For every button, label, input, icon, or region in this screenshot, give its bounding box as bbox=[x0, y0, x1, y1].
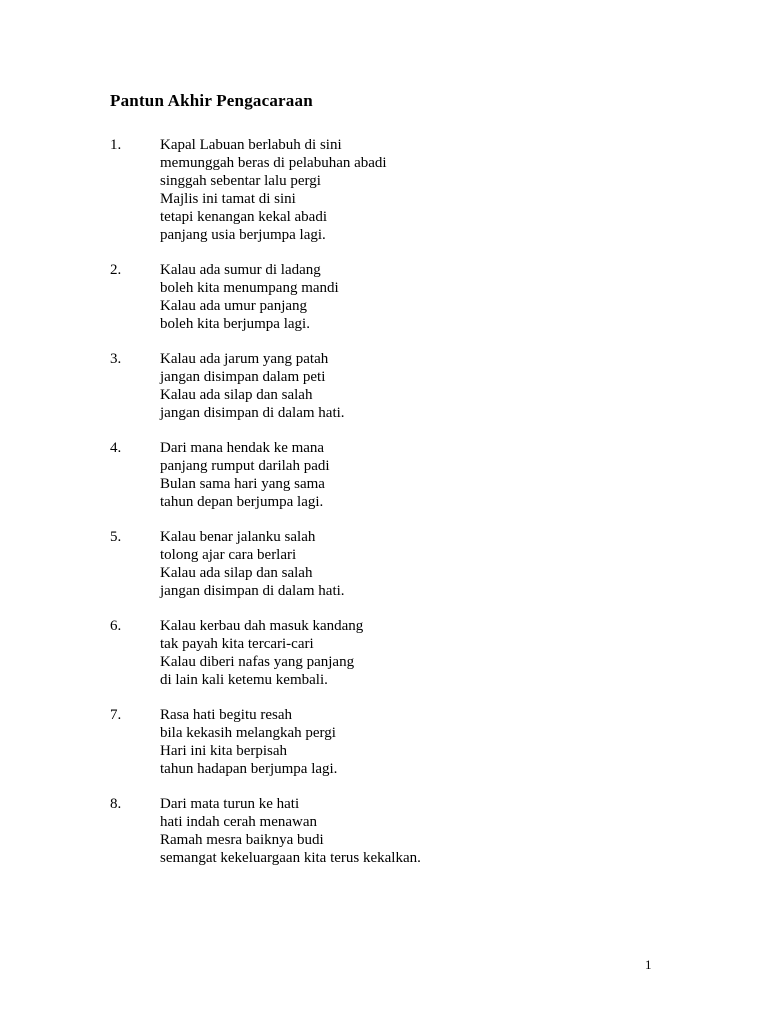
stanza-lines bbox=[160, 136, 708, 244]
verse-line: tetapi kenangan kekal abadi bbox=[160, 209, 328, 225]
stanza-lines bbox=[160, 439, 708, 511]
verse-line: panjang usia berjumpa lagi. bbox=[160, 227, 326, 243]
stanza-lines bbox=[160, 617, 708, 689]
verse-line: Kalau benar jalanku salah bbox=[160, 529, 316, 545]
stanza-lines bbox=[160, 350, 708, 422]
stanza bbox=[110, 136, 708, 244]
verse-line: memunggah beras di pelabuhan abadi bbox=[160, 155, 387, 171]
verse-line: tak payah kita tercari-cari bbox=[160, 636, 314, 652]
stanza-number: 2. bbox=[110, 262, 122, 278]
verse-line: tahun hadapan berjumpa lagi. bbox=[160, 761, 338, 777]
stanza-number: 4. bbox=[110, 440, 122, 456]
verse-line: boleh kita berjumpa lagi. bbox=[160, 316, 310, 332]
document-content bbox=[110, 91, 708, 884]
stanza-number: 8. bbox=[110, 796, 122, 812]
stanza-lines bbox=[160, 706, 708, 778]
verse-line: hati indah cerah menawan bbox=[160, 814, 318, 830]
verse-line: bila kekasih melangkah pergi bbox=[160, 725, 336, 741]
verse-line: di lain kali ketemu kembali. bbox=[160, 672, 328, 688]
verse-line: Ramah mesra baiknya budi bbox=[160, 832, 324, 848]
verse-line: Kapal Labuan berlabuh di sini bbox=[160, 137, 342, 153]
stanza-number: 1. bbox=[110, 137, 122, 153]
page-number: 1 bbox=[645, 957, 652, 972]
verse-line: tolong ajar cara berlari bbox=[160, 547, 297, 563]
stanza-list bbox=[110, 136, 708, 867]
verse-line: Rasa hati begitu resah bbox=[160, 707, 293, 723]
verse-line: Bulan sama hari yang sama bbox=[160, 476, 325, 492]
verse-line: jangan disimpan di dalam hati. bbox=[160, 405, 345, 421]
verse-line: Majlis ini tamat di sini bbox=[160, 191, 296, 207]
verse-line: Hari ini kita berpisah bbox=[160, 743, 288, 759]
verse-line: Dari mana hendak ke mana bbox=[160, 440, 325, 456]
stanza bbox=[110, 528, 708, 600]
stanza-lines bbox=[160, 528, 708, 600]
stanza bbox=[110, 795, 708, 867]
stanza bbox=[110, 350, 708, 422]
stanza bbox=[110, 439, 708, 511]
stanza-lines bbox=[160, 261, 708, 333]
verse-line: jangan disimpan dalam peti bbox=[160, 369, 326, 385]
stanza bbox=[110, 617, 708, 689]
stanza-number: 3. bbox=[110, 351, 122, 367]
stanza bbox=[110, 261, 708, 333]
stanza-number: 6. bbox=[110, 618, 122, 634]
stanza bbox=[110, 706, 708, 778]
verse-line: semangat kekeluargaan kita terus kekalkan. bbox=[160, 850, 421, 866]
verse-line: Kalau ada jarum yang patah bbox=[160, 351, 329, 367]
page-title: Pantun Akhir Pengacaraan bbox=[110, 91, 313, 110]
verse-line: panjang rumput darilah padi bbox=[160, 458, 330, 474]
stanza-number: 5. bbox=[110, 529, 122, 545]
verse-line: Kalau kerbau dah masuk kandang bbox=[160, 618, 364, 634]
verse-line: Kalau ada silap dan salah bbox=[160, 387, 313, 403]
verse-line: Kalau ada umur panjang bbox=[160, 298, 308, 314]
verse-line: Kalau ada silap dan salah bbox=[160, 565, 313, 581]
verse-line: boleh kita menumpang mandi bbox=[160, 280, 339, 296]
verse-line: Dari mata turun ke hati bbox=[160, 796, 300, 812]
verse-line: Kalau ada sumur di ladang bbox=[160, 262, 321, 278]
verse-line: Kalau diberi nafas yang panjang bbox=[160, 654, 355, 670]
verse-line: jangan disimpan di dalam hati. bbox=[160, 583, 345, 599]
verse-line: tahun depan berjumpa lagi. bbox=[160, 494, 324, 510]
stanza-lines bbox=[160, 795, 708, 867]
stanza-number: 7. bbox=[110, 707, 122, 723]
verse-line: singgah sebentar lalu pergi bbox=[160, 173, 321, 189]
